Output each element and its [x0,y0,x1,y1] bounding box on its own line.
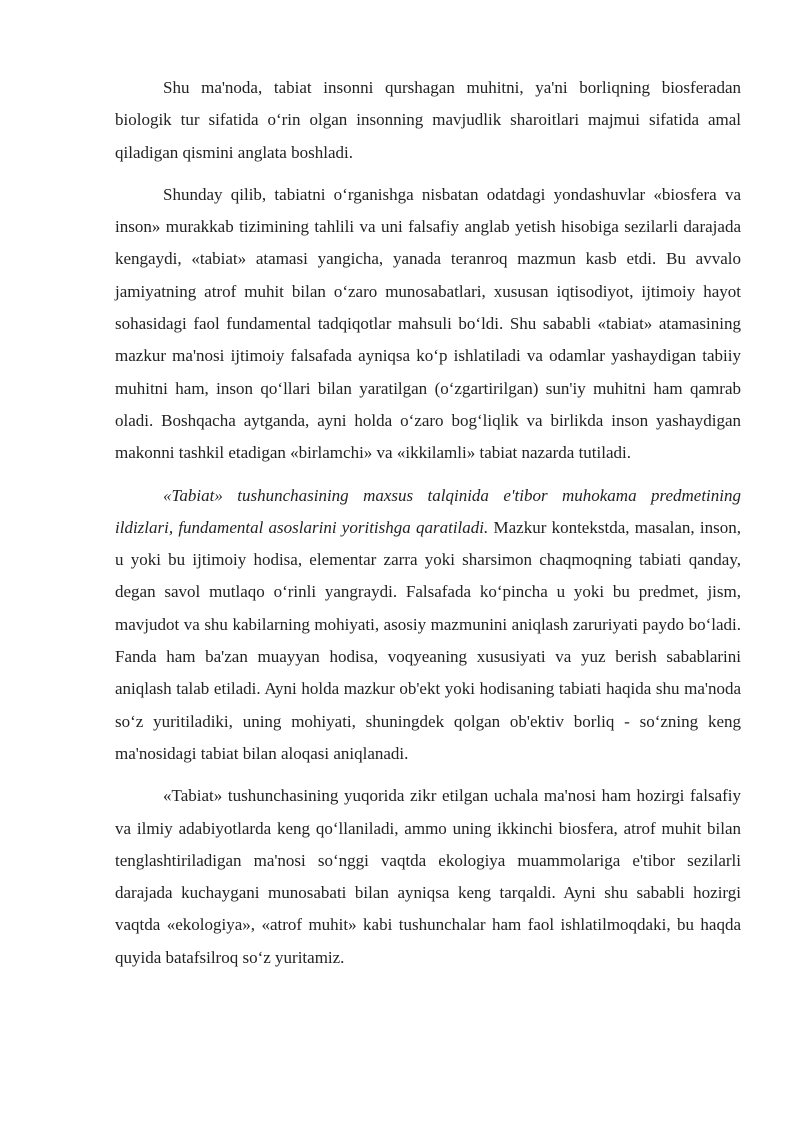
paragraph-2 [115,179,741,470]
paragraph-4 [115,780,741,974]
paragraph-1-text: Shu ma'noda, tabiat insonni qurshagan muhitni, ya'ni borliqning biosferadan biologik tur sifatida o‘rin olgan insonning mavjudlik sharoitlari majmui sifatida amal qiladigan qismini anglata boshladi. [115,78,741,162]
document-page [115,72,741,984]
paragraph-3 [115,480,741,771]
paragraph-3-italic-lead: «Tabiat» tushunchasining maxsus talqinida e'tibor muhokama predmetining ildizlari, fundamental asoslarini yoritishga qaratiladi. [115,485,741,537]
paragraph-1 [115,72,741,169]
paragraph-3-text: Mazkur kontekstda, masalan, inson, u yoki bu ijtimoiy hodisa, elementar zarra yoki sharsimon chaqmoqning tabiati qanday, degan savol mutlaqo o‘rinli yangraydi. Falsafada ko‘pincha u yoki bu predmet, jism, mavjudot va shu kabilarning mohiyati, asosiy mazmunini aniqlash zaruriyati paydo bo‘ladi. Fanda ham ba'zan muayyan hodisa, voqyeaning xususiyati va yuz berish sabablarini aniqlash talab etiladi. Ayni holda mazkur ob'ekt yoki hodisaning tabiati haqida shu ma'noda so‘z yuritiladiki, uning mohiyati, shuningdek qolgan ob'ektiv borliq - so‘zning keng ma'nosidagi tabiat bilan aloqasi aniqlanadi. [115,517,741,763]
paragraph-4-text: «Tabiat» tushunchasining yuqorida zikr etilgan uchala ma'nosi ham hozirgi falsafiy va ilmiy adabiyotlarda keng qo‘llaniladi, ammo uning ikkinchi biosfera, atrof muhit bilan tenglashtiriladigan ma'nosi so‘nggi vaqtda ekologiya muammolariga e'tibor sezilarli darajada kuchaygani munosabati bilan ayniqsa keng tarqaldi. Ayni shu sababli hozirgi vaqtda «ekologiya», «atrof muhit» kabi tushunchalar ham faol ishlatilmoqdaki, bu haqda quyida batafsilroq so‘z yuritamiz. [115,786,741,967]
paragraph-2-text: Shunday qilib, tabiatni o‘rganishga nisbatan odatdagi yondashuvlar «biosfera va inson» murakkab tizimining tahlili va uni falsafiy anglab yetish hisobiga sezilarli darajada kengaydi, «tabiat» atamasi yangicha, yanada teranroq mazmun kasb etdi. Bu avvalo jamiyatning atrof muhit bilan o‘zaro munosabatlari, xususan iqtisodiyot, ijtimoiy hayot sohasidagi faol fundamental tadqiqotlar mahsuli bo‘ldi. Shu sababli «tabiat» atamasining mazkur ma'nosi ijtimoiy falsafada ayniqsa ko‘p ishlatiladi va odamlar yashaydigan tabiiy muhitni ham, inson qo‘llari bilan yaratilgan (o‘zgartirilgan) sun'iy muhitni ham qamrab oladi. Boshqacha aytganda, ayni holda o‘zaro bog‘liqlik va birlikda inson yashaydigan makonni tashkil etadigan «birlamchi» va «ikkilamli» tabiat nazarda tutiladi. [115,184,741,463]
